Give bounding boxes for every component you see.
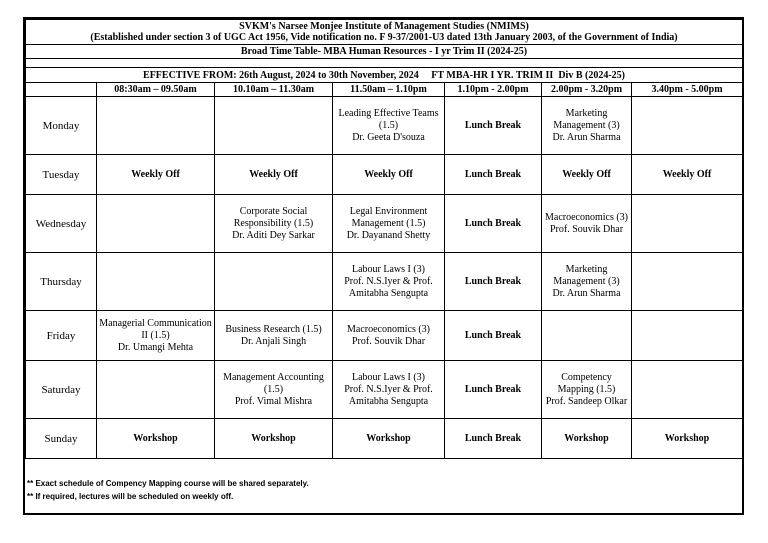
session-cell: Macroeconomics (3) Prof. Souvik Dhar: [542, 195, 632, 253]
session-cell: [97, 97, 215, 155]
session-cell: Business Research (1.5) Dr. Anjali Singh: [215, 311, 333, 361]
time-slot-header: 3.40pm - 5.00pm: [632, 83, 743, 97]
day-label: Thursday: [26, 253, 97, 311]
status-cell: Weekly Off: [542, 155, 632, 195]
status-cell: Workshop: [97, 419, 215, 459]
session-cell: Marketing Management (3) Dr. Arun Sharma: [542, 97, 632, 155]
footnotes: [25, 477, 744, 503]
session-cell: Corporate Social Responsibility (1.5) Dr. Aditi Dey Sarkar: [215, 195, 333, 253]
day-label: Sunday: [26, 419, 97, 459]
status-cell: Lunch Break: [445, 419, 542, 459]
day-label: Friday: [26, 311, 97, 361]
effective-dates: EFFECTIVE FROM: 26th August, 2024 to 30th November, 2024 FT MBA-HR I YR. TRIM II Div B (2024-25): [26, 68, 743, 83]
day-row: [26, 195, 743, 253]
status-cell: Lunch Break: [445, 195, 542, 253]
session-cell: [97, 361, 215, 419]
time-slot-header: 2.00pm - 3.20pm: [542, 83, 632, 97]
session-cell: Legal Environment Management (1.5) Dr. Dayanand Shetty: [333, 195, 445, 253]
session-cell: [632, 195, 743, 253]
session-cell: Leading Effective Teams (1.5) Dr. Geeta D'souza: [333, 97, 445, 155]
status-cell: Weekly Off: [97, 155, 215, 195]
session-cell: [215, 97, 333, 155]
institute-name: SVKM's Narsee Monjee Institute of Management Studies (NMIMS): [239, 21, 529, 32]
day-row: [26, 419, 743, 459]
time-slot-header-row: [26, 83, 743, 97]
day-row: [26, 155, 743, 195]
status-cell: Weekly Off: [632, 155, 743, 195]
timetable-body: [26, 20, 743, 459]
session-cell: [542, 311, 632, 361]
time-slot-header: 1.10pm - 2.00pm: [445, 83, 542, 97]
session-cell: Management Accounting (1.5) Prof. Vimal Mishra: [215, 361, 333, 419]
status-cell: Workshop: [333, 419, 445, 459]
session-cell: [215, 253, 333, 311]
status-cell: Lunch Break: [445, 97, 542, 155]
session-cell: [632, 311, 743, 361]
time-slot-header: 11.50am – 1.10pm: [333, 83, 445, 97]
session-cell: [632, 361, 743, 419]
status-cell: Workshop: [542, 419, 632, 459]
corner-cell: [26, 83, 97, 97]
day-row: [26, 311, 743, 361]
timetable-document: [23, 17, 744, 515]
time-slot-header: 08:30am – 09.50am: [97, 83, 215, 97]
day-row: [26, 97, 743, 155]
establishment-note: (Established under section 3 of UGC Act 1956, Vide notification no. F 9-37/2001-U3 dated 13th January 2003, of the Government of India): [90, 32, 678, 43]
session-cell: Competency Mapping (1.5) Prof. Sandeep Olkar: [542, 361, 632, 419]
status-cell: Lunch Break: [445, 155, 542, 195]
session-cell: Labour Laws I (3) Prof. N.S.Iyer & Prof. Amitabha Sengupta: [333, 361, 445, 419]
status-cell: Weekly Off: [333, 155, 445, 195]
day-row: [26, 253, 743, 311]
timetable: [25, 19, 743, 459]
footnote: ** Exact schedule of Compency Mapping course will be shared separately.: [27, 479, 309, 488]
status-cell: Workshop: [632, 419, 743, 459]
session-cell: [97, 195, 215, 253]
session-cell: Labour Laws I (3) Prof. N.S.Iyer & Prof. Amitabha Sengupta: [333, 253, 445, 311]
session-cell: Managerial Communication II (1.5) Dr. Umangi Mehta: [97, 311, 215, 361]
day-label: Saturday: [26, 361, 97, 419]
session-cell: [632, 97, 743, 155]
time-slot-header: 10.10am – 11.30am: [215, 83, 333, 97]
footnote: ** If required, lectures will be scheduled on weekly off.: [27, 492, 234, 501]
session-cell: Macroeconomics (3) Prof. Souvik Dhar: [333, 311, 445, 361]
status-cell: Weekly Off: [215, 155, 333, 195]
status-cell: Lunch Break: [445, 361, 542, 419]
status-cell: Workshop: [215, 419, 333, 459]
session-cell: Marketing Management (3) Dr. Arun Sharma: [542, 253, 632, 311]
status-cell: Lunch Break: [445, 311, 542, 361]
day-label: Tuesday: [26, 155, 97, 195]
institute-header: [26, 20, 743, 45]
status-cell: Lunch Break: [445, 253, 542, 311]
spacer: [26, 59, 743, 68]
session-cell: [632, 253, 743, 311]
day-label: Monday: [26, 97, 97, 155]
session-cell: [97, 253, 215, 311]
day-row: [26, 361, 743, 419]
day-label: Wednesday: [26, 195, 97, 253]
timetable-title: Broad Time Table- MBA Human Resources - I yr Trim II (2024-25): [26, 45, 743, 59]
